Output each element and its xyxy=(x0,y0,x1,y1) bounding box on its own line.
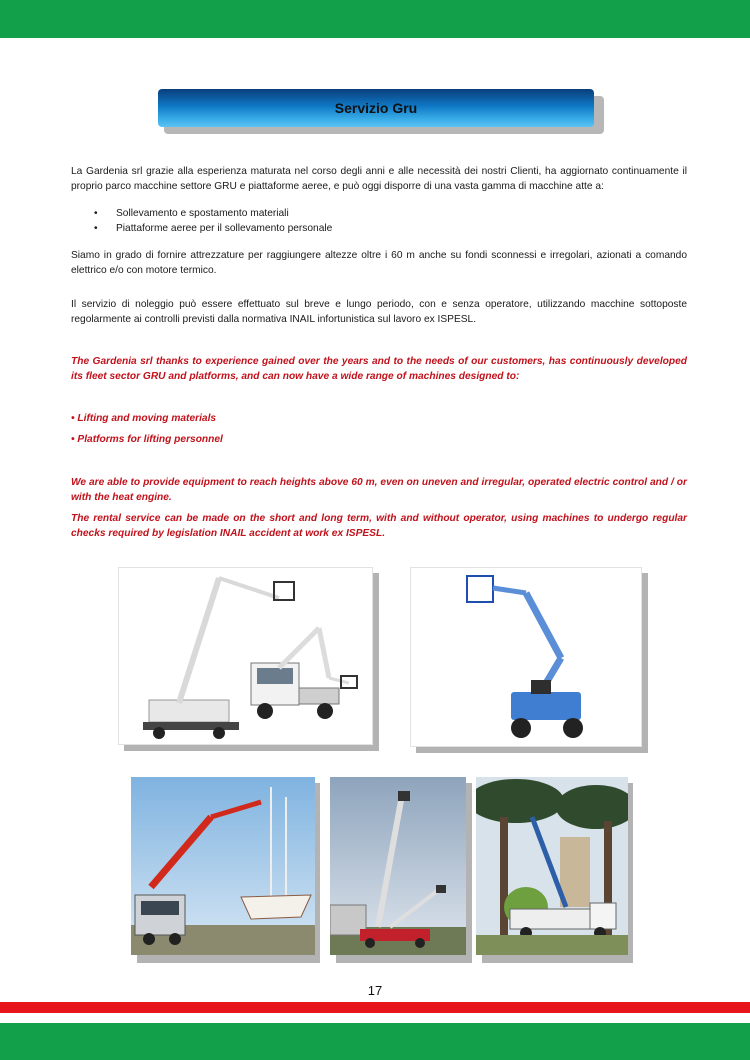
boom-lift-photo xyxy=(410,567,642,747)
italian-bullet-list xyxy=(94,206,332,236)
bottom-white-band xyxy=(0,1013,750,1023)
telescopic-crane-illustration xyxy=(330,777,466,955)
bullet-icon: • xyxy=(94,208,98,219)
page-title: Servizio Gru xyxy=(158,89,594,127)
bottom-red-band xyxy=(0,1002,750,1013)
pine-crane-illustration xyxy=(476,777,628,955)
english-intro: The Gardenia srl thanks to experience gained over the years and to the needs of our customers, has continuously developed its fleet sector GRU and platforms, and can now have a wide range of machines designed to: xyxy=(71,356,687,382)
list-item: • Sollevamento e spostamento materiali xyxy=(94,208,289,219)
italian-intro: La Gardenia srl grazie alla esperienza maturata nel corso degli anni e alle necessità dei nostri Clienti, ha aggiornato continuamente il proprio parco macchine settore GRU e piattaforme aeree, e può oggi disporre di una vasta gamma di macchine atte a: xyxy=(71,166,687,192)
italian-paragraph-3: Il servizio di noleggio può essere effettuato sul breve e lungo periodo, con e senza operatore, utilizzando macchine sottoposte regolarmente ai controlli previsti dalla normativa INAIL infortunistica sul lavoro ex ISPESL. xyxy=(71,299,687,325)
pine-crane-photo xyxy=(476,777,628,955)
telescopic-crane-photo xyxy=(330,777,466,955)
page-number: 17 xyxy=(367,983,383,998)
english-paragraph-2: We are able to provide equipment to reach heights above 60 m, even on uneven and irregular, operated electric control and / or with the heat engine. xyxy=(71,477,687,503)
truck-platforms-photo xyxy=(118,567,373,745)
list-item: • Piattaforme aeree per il sollevamento personale xyxy=(94,223,333,234)
truck-platforms-illustration xyxy=(119,568,372,744)
boat-crane-photo xyxy=(131,777,315,955)
top-green-band xyxy=(0,0,750,38)
bullet-icon: • xyxy=(94,223,98,234)
english-paragraph-3: The rental service can be made on the short and long term, with and without operator, using machines to undergo regular checks required by legislation INAIL accident at work ex ISPESL. xyxy=(71,513,687,539)
bottom-green-band xyxy=(0,1023,750,1060)
boat-crane-illustration xyxy=(131,777,315,955)
boom-lift-illustration xyxy=(411,568,641,746)
english-bullet-2: • Platforms for lifting personnel xyxy=(71,434,223,445)
italian-paragraph-2: Siamo in grado di fornire attrezzature per raggiungere altezze oltre i 60 m anche su fondi sconnessi e irregolari, azionati a comando elettrico e/o con motore termico. xyxy=(71,250,687,276)
english-bullet-1: • Lifting and moving materials xyxy=(71,413,217,424)
